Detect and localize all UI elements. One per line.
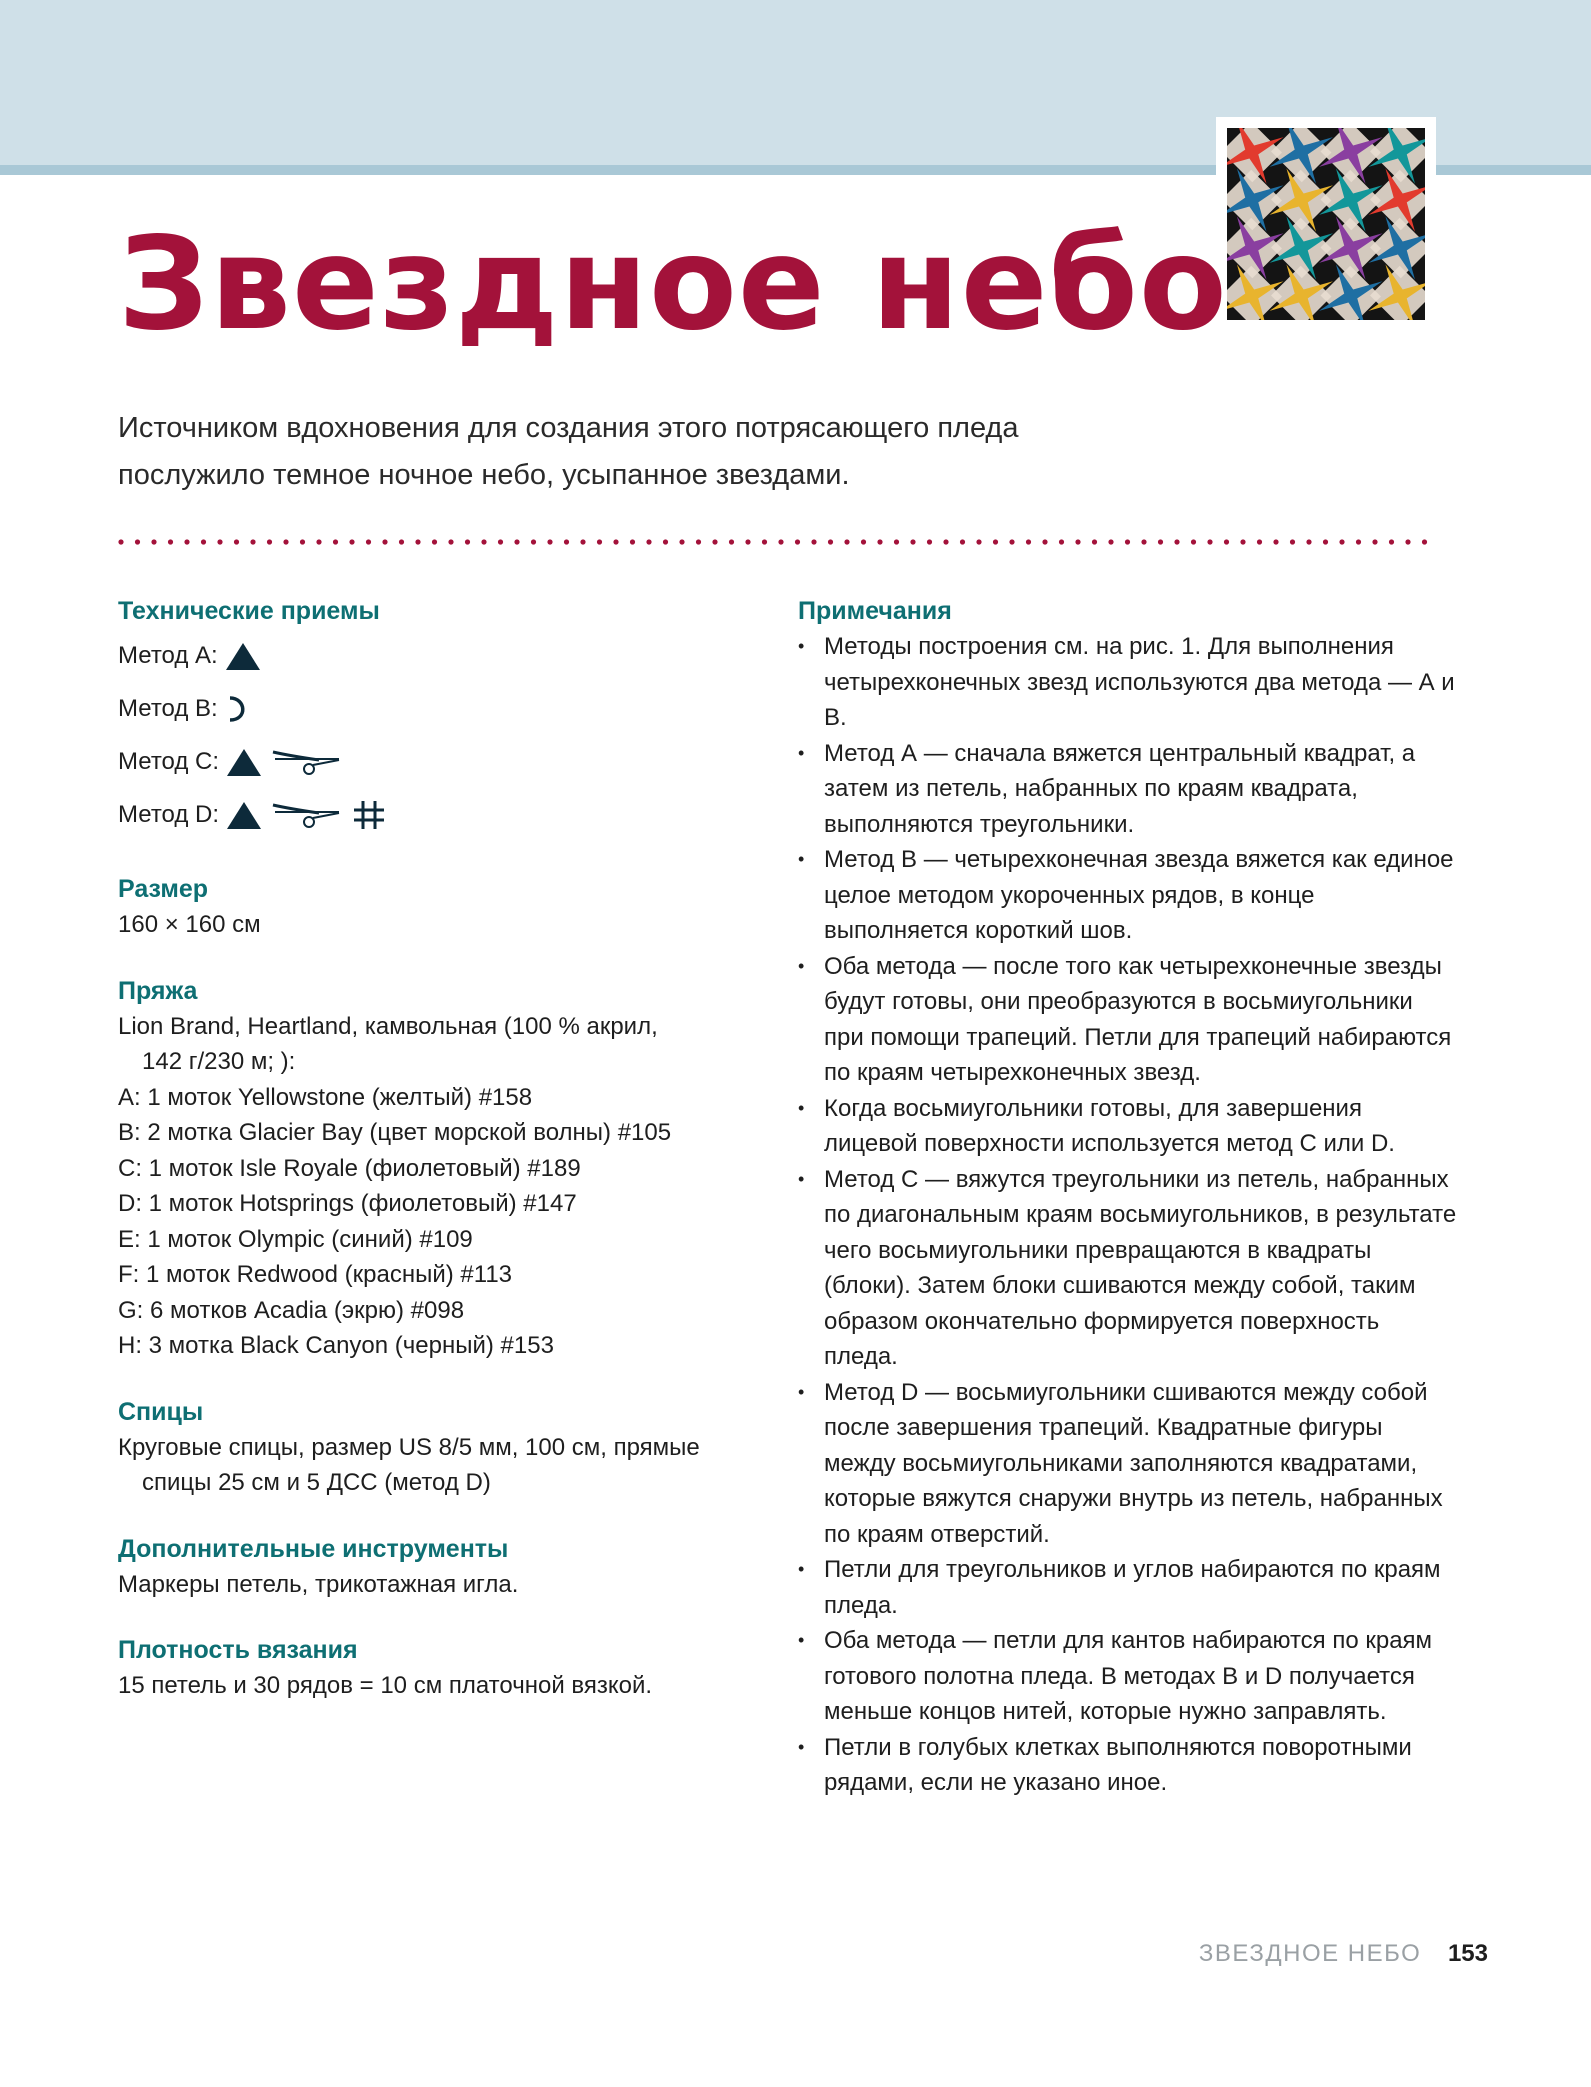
note-item: • Петли для треугольников и углов набираются по краям пледа. xyxy=(798,1552,1458,1623)
tools-line: Маркеры петель, трикотажная игла. xyxy=(118,1570,519,1598)
method-a xyxy=(118,629,758,682)
divider-dot xyxy=(646,539,651,544)
divider-dot xyxy=(465,539,470,544)
divider-dot xyxy=(349,539,354,544)
divider-dot xyxy=(531,539,536,544)
divider-dot xyxy=(1306,539,1311,544)
divider-dot xyxy=(712,539,717,544)
divider-dot xyxy=(910,539,915,544)
yarn-line: Lion Brand, Heartland, камвольная (100 % акрил, xyxy=(118,1012,658,1040)
techniques-section xyxy=(118,593,758,841)
intro-text: Источником вдохновения для создания этого потрясающего пледа послужило темное ночное небо, усыпанное звездами. xyxy=(118,412,1019,491)
divider-dot xyxy=(679,539,684,544)
size-heading: Размер xyxy=(118,875,209,903)
divider-dot xyxy=(448,539,453,544)
method-b-label: Метод B: xyxy=(118,694,218,722)
note-item: • Когда восьмиугольники готовы, для завершения лицевой поверхности используется метод С или D. xyxy=(798,1091,1458,1162)
divider-dot xyxy=(1323,539,1328,544)
divider-dot xyxy=(1141,539,1146,544)
divider-dot xyxy=(778,539,783,544)
divider-dot xyxy=(1075,539,1080,544)
divider-dot xyxy=(1174,539,1179,544)
divider-dot xyxy=(1158,539,1163,544)
divider-dot xyxy=(267,539,272,544)
divider-dot xyxy=(481,539,486,544)
left-column xyxy=(118,593,758,1734)
gauge-heading: Плотность вязания xyxy=(118,1636,358,1664)
needles-section xyxy=(118,1394,758,1501)
gauge-section xyxy=(118,1632,758,1704)
yarn-line: B: 2 мотка Glacier Bay (цвет морской волны) #105 xyxy=(118,1119,672,1146)
note-item: • Методы построения см. на рис. 1. Для выполнения четырехконечных звезд используются два метода — А и В. xyxy=(798,629,1458,736)
divider-dot xyxy=(960,539,965,544)
divider-dot xyxy=(1207,539,1212,544)
divider-dot xyxy=(1339,539,1344,544)
divider-dot xyxy=(894,539,899,544)
divider-dot xyxy=(1125,539,1130,544)
yarn-line: 142 г/230 м; ): xyxy=(142,1048,296,1075)
page-number: 153 xyxy=(1447,1940,1488,1967)
divider-dot xyxy=(300,539,305,544)
yarn-section xyxy=(118,973,758,1364)
divider-dot xyxy=(580,539,585,544)
divider-dot xyxy=(811,539,816,544)
divider-dot xyxy=(547,539,552,544)
divider-dot xyxy=(1257,539,1262,544)
method-c-label: Метод C: xyxy=(118,747,220,775)
divider-dot xyxy=(1009,539,1014,544)
divider-dot xyxy=(514,539,519,544)
scissors-icon xyxy=(271,799,343,831)
note-item: • Оба метода — петли для кантов набираются по краям готового полотна пледа. В методах В и D получается меньше концов нитей, которые нужно заправлять. xyxy=(798,1623,1458,1730)
size-section xyxy=(118,871,758,943)
divider-dot xyxy=(1026,539,1031,544)
triangle-icon xyxy=(224,640,262,672)
divider-dot xyxy=(366,539,371,544)
divider-dot xyxy=(1240,539,1245,544)
divider-dot xyxy=(1059,539,1064,544)
grid-hash-icon xyxy=(351,799,387,831)
divider-dot xyxy=(135,539,140,544)
right-column xyxy=(798,593,1458,1801)
divider-dot xyxy=(597,539,602,544)
triangle-icon xyxy=(225,799,263,831)
divider-dot xyxy=(1405,539,1410,544)
divider-dot xyxy=(795,539,800,544)
blanket-thumbnail-icon xyxy=(1227,128,1425,320)
divider-dot xyxy=(993,539,998,544)
method-a-label: Метод A: xyxy=(118,641,218,669)
divider-dot xyxy=(1290,539,1295,544)
size-value: 160 × 160 см xyxy=(118,911,261,938)
divider-dot xyxy=(1042,539,1047,544)
divider-dot xyxy=(498,539,503,544)
divider-dot xyxy=(762,539,767,544)
divider-dot xyxy=(217,539,222,544)
yarn-line: H: 3 мотка Black Canyon (черный) #153 xyxy=(118,1332,554,1359)
divider-dot xyxy=(729,539,734,544)
divider-dot xyxy=(861,539,866,544)
tools-heading: Дополнительные инструменты xyxy=(118,1534,509,1563)
divider-dot xyxy=(283,539,288,544)
note-item: • Оба метода — после того как четырехконечные звезды будут готовы, они преобразуются в восьмиугольники при помощи трапеций. Петли для трапеций набираются по краям четырехконечных звезд. xyxy=(798,949,1458,1091)
triangle-icon xyxy=(225,746,263,778)
yarn-heading: Пряжа xyxy=(118,976,198,1005)
note-item: • Метод В — четырехконечная звезда вяжется как единое целое методом укороченных рядов, в конце выполняется короткий шов. xyxy=(798,842,1458,949)
method-d xyxy=(118,788,758,841)
divider-dot xyxy=(1273,539,1278,544)
yarn-line: E: 1 моток Olympic (синий) #109 xyxy=(118,1225,473,1253)
divider-dot xyxy=(1191,539,1196,544)
short-row-icon xyxy=(224,693,254,725)
yarn-line: D: 1 моток Hotsprings (фиолетовый) #147 xyxy=(118,1190,577,1217)
divider-dot xyxy=(1092,539,1097,544)
divider-dot xyxy=(1356,539,1361,544)
divider-dot xyxy=(184,539,189,544)
divider-dot xyxy=(696,539,701,544)
divider-dot xyxy=(316,539,321,544)
method-c xyxy=(118,735,758,788)
divider-dot xyxy=(564,539,569,544)
divider-dot xyxy=(1108,539,1113,544)
tools-section xyxy=(118,1531,758,1603)
divider-dot xyxy=(382,539,387,544)
divider-dot xyxy=(1224,539,1229,544)
blanket-thumbnail xyxy=(1216,117,1436,331)
techniques-heading: Технические приемы xyxy=(118,597,380,625)
divider-dot xyxy=(745,539,750,544)
needles-heading: Спицы xyxy=(118,1397,204,1426)
divider-dot xyxy=(1389,539,1394,544)
divider-dot xyxy=(630,539,635,544)
yarn-line: C: 1 моток Isle Royale (фиолетовый) #189 xyxy=(118,1154,581,1182)
divider-dot xyxy=(415,539,420,544)
divider-dot xyxy=(333,539,338,544)
divider-dot xyxy=(877,539,882,544)
needles-line: спицы 25 см и 5 ДСС (метод D) xyxy=(142,1469,491,1496)
divider-dot xyxy=(613,539,618,544)
gauge-line: 15 петель и 30 рядов = 10 см платочной вязкой. xyxy=(118,1672,653,1699)
notes-list xyxy=(798,629,1458,1801)
dotted-divider xyxy=(118,538,1438,546)
divider-dot xyxy=(943,539,948,544)
divider-dot xyxy=(976,539,981,544)
divider-dot xyxy=(250,539,255,544)
divider-dot xyxy=(927,539,932,544)
yarn-line: F: 1 моток Redwood (красный) #113 xyxy=(118,1261,513,1288)
divider-dot xyxy=(234,539,239,544)
note-item: • Метод С — вяжутся треугольники из петель, набранных по диагональным краям восьмиугольников, в результате чего восьмиугольники превращаются в квадраты (блоки). Затем блоки сшиваются между собой, таким образом окончательно формируется поверхность пледа. xyxy=(798,1162,1458,1375)
notes-heading: Примечания xyxy=(798,597,952,625)
divider-dot xyxy=(168,539,173,544)
method-d-label: Метод D: xyxy=(118,800,220,828)
divider-dot xyxy=(432,539,437,544)
divider-dot xyxy=(844,539,849,544)
needles-line: Круговые спицы, размер US 8/5 мм, 100 см, прямые xyxy=(118,1433,700,1461)
method-b xyxy=(118,682,758,735)
page-title: Звездное небо xyxy=(118,210,1228,359)
page-footer xyxy=(1199,1940,1488,1968)
divider-dot xyxy=(151,539,156,544)
divider-dot xyxy=(1422,539,1427,544)
divider-dot xyxy=(1372,539,1377,544)
note-item: • Метод А — сначала вяжется центральный квадрат, а затем из петель, набранных по краям квадрата, выполняются треугольники. xyxy=(798,736,1458,843)
yarn-line: G: 6 мотков Acadia (экрю) #098 xyxy=(118,1296,465,1324)
divider-dot xyxy=(118,539,123,544)
note-item: • Петли в голубых клетках выполняются поворотными рядами, если не указано иное. xyxy=(798,1730,1458,1801)
scissors-icon xyxy=(271,746,343,778)
yarn-line: A: 1 моток Yellowstone (желтый) #158 xyxy=(118,1083,533,1111)
divider-dot xyxy=(828,539,833,544)
divider-dot xyxy=(663,539,668,544)
divider-dot xyxy=(201,539,206,544)
footer-section-name: ЗВЕЗДНОЕ НЕБО xyxy=(1198,1940,1422,1967)
note-item: • Метод D — восьмиугольники сшиваются между собой после завершения трапеций. Квадратные фигуры между восьмиугольниками заполняются квадратами, которые вяжутся снаружи внутрь из петель, набранных по краям отверстий. xyxy=(798,1375,1458,1553)
divider-dot xyxy=(399,539,404,544)
